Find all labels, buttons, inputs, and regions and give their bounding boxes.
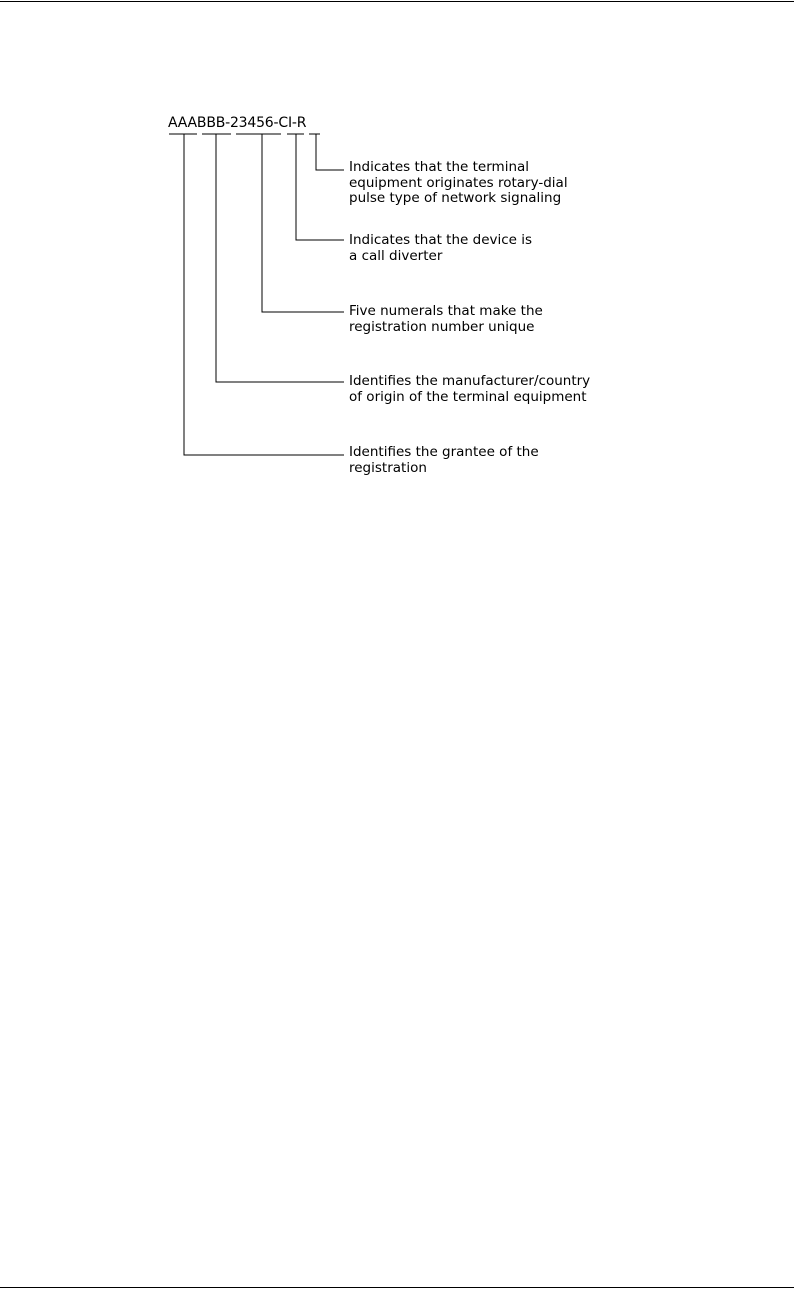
registration-number-diagram [0,0,794,520]
leader-ringer [316,134,344,170]
leader-numerals [262,134,344,312]
annotation-grantee: Identifies the grantee of the registration [349,444,539,476]
leader-device-type [296,134,344,240]
registration-code: AAABBB-23456-CI-R [168,115,307,131]
leader-manufacturer [216,134,344,382]
annotation-manufacturer: Identifies the manufacturer/country of origin of the terminal equipment [349,373,591,405]
page-bottom-rule [0,1287,794,1288]
annotation-ringer: Indicates that the terminal equipment originates rotary-dial pulse type of network signaling [349,159,568,206]
annotation-numerals: Five numerals that make the registration number unique [349,303,543,335]
annotation-device-type: Indicates that the device is a call diverter [349,232,533,264]
leader-grantee [184,134,344,455]
